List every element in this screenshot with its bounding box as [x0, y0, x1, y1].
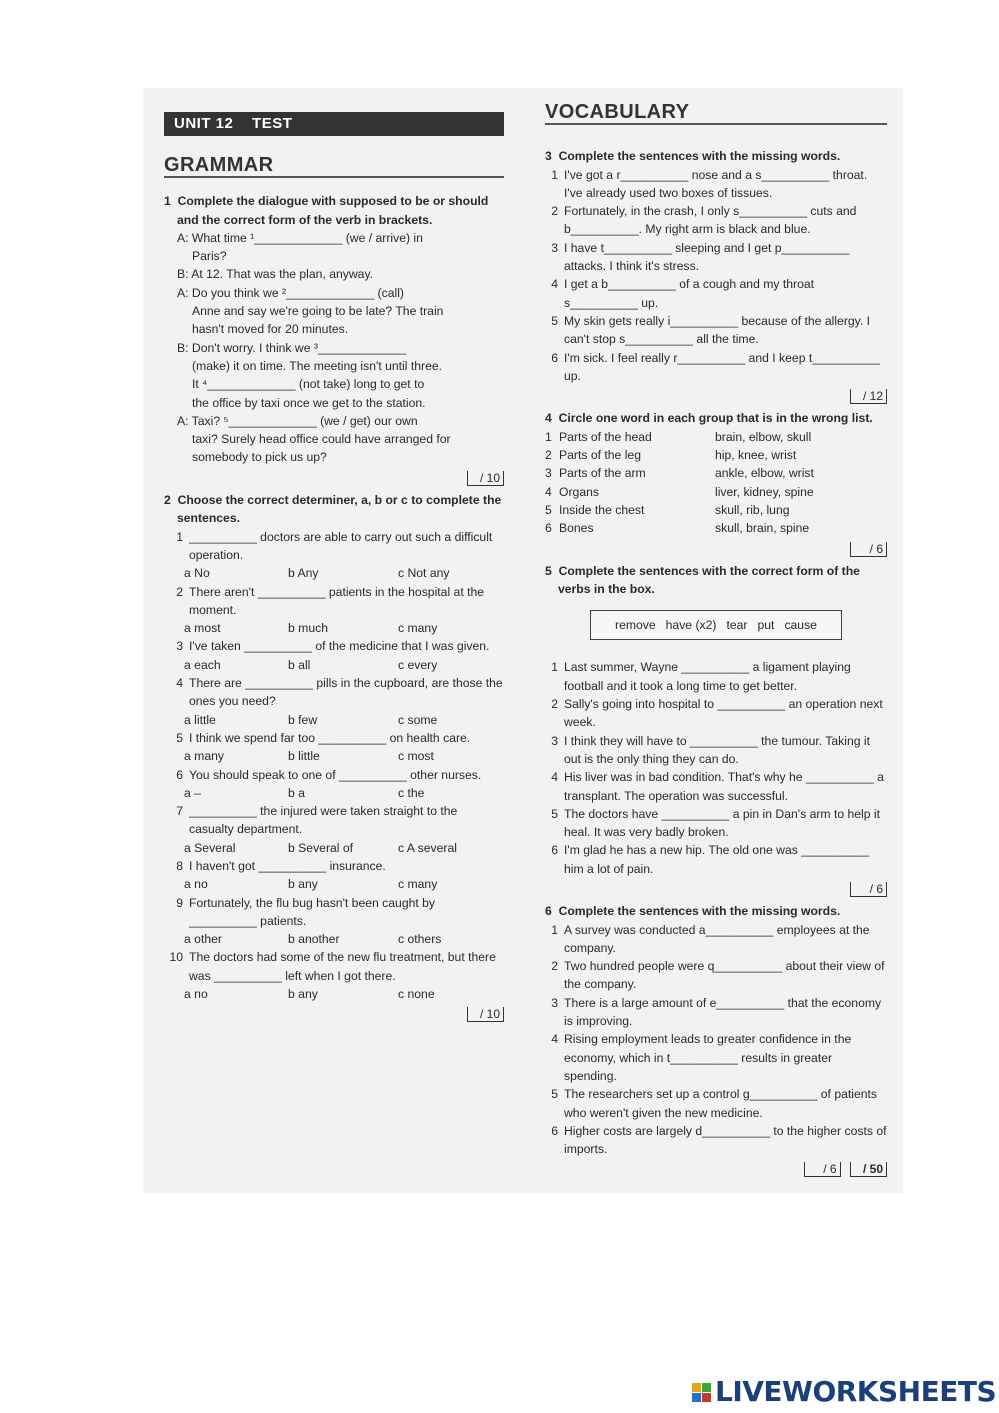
- item-number: 4: [551, 1032, 558, 1047]
- group-words: ankle, elbow, wrist: [715, 466, 814, 481]
- group-row: [545, 464, 887, 482]
- item-text: Fortunately, in the crash, I only s__________ cuts and b__________. My right arm is black and blue.: [564, 204, 857, 237]
- dialogue-line: B: Don't worry. I think we ³_____________: [177, 340, 407, 355]
- group-label: Bones: [559, 521, 594, 536]
- score-box: / 12: [545, 387, 887, 405]
- option-b: b much: [288, 621, 328, 636]
- question-item: [545, 841, 887, 878]
- option-c: c A several: [398, 840, 457, 855]
- group-row: [545, 519, 887, 537]
- option-a: a –: [184, 785, 201, 800]
- group-label: Organs: [559, 484, 599, 499]
- task-3: [545, 147, 887, 405]
- task-3-items: [545, 166, 887, 386]
- item-number: 3: [176, 639, 183, 654]
- option-b: b few: [288, 712, 318, 727]
- item-number: 10: [169, 950, 183, 965]
- answer-options: [164, 656, 504, 674]
- question-item: [545, 1122, 887, 1159]
- item-number: 5: [551, 1087, 558, 1102]
- question-item: [164, 729, 504, 747]
- item-text: Sally's going into hospital to __________ an operation next week.: [564, 697, 883, 730]
- question-item: [545, 202, 887, 239]
- item-text: There is a large amount of e__________ that the economy is improving.: [564, 995, 882, 1029]
- question-item: [164, 766, 504, 784]
- item-number: 5: [551, 806, 558, 821]
- option-c: c the: [398, 785, 425, 800]
- section-title-grammar: GRAMMAR: [164, 156, 504, 178]
- option-a: a other: [184, 932, 222, 947]
- option-a: a each: [184, 657, 221, 672]
- question-item: [545, 275, 887, 312]
- question-item: [164, 948, 504, 985]
- box-word: have (x2): [665, 618, 717, 633]
- item-number: 8: [176, 858, 183, 873]
- score-box: / 10: [164, 469, 504, 487]
- task-2-title: 2 Choose the correct determiner, a, b or c to complete the sentences.: [164, 493, 502, 526]
- item-text: __________ doctors are able to carry out such a difficult operation.: [189, 529, 493, 562]
- item-text: I've got a r__________ nose and a s__________ throat. I've already used two boxes of tissues.: [564, 167, 868, 200]
- option-b: b all: [288, 657, 311, 672]
- answer-options: [164, 784, 504, 802]
- test-label: TEST: [252, 115, 293, 132]
- group-row: [545, 428, 887, 446]
- question-item: [164, 528, 504, 565]
- option-c: c many: [398, 621, 438, 636]
- option-b: b Several of: [288, 840, 354, 855]
- item-text: His liver was in bad condition. That's why he __________ a transplant. The operation was successful.: [564, 770, 884, 803]
- item-text: I've taken __________ of the medicine that I was given.: [189, 639, 490, 654]
- task-2: [164, 491, 504, 1024]
- question-item: [164, 583, 504, 620]
- item-text: There are __________ pills in the cupboard, are those the ones you need?: [189, 676, 503, 709]
- option-b: b a: [288, 785, 305, 800]
- question-item: [164, 802, 504, 839]
- option-c: c many: [398, 877, 438, 892]
- item-text: Fortunately, the flu bug hasn't been caught by __________ patients.: [189, 895, 436, 928]
- item-text: Last summer, Wayne __________ a ligament playing football and it took a long time to get better.: [564, 660, 851, 693]
- unit-header: [164, 112, 504, 136]
- item-number: 2: [545, 448, 552, 463]
- dialogue-line: A: What time ¹_____________ (we / arrive) in: [177, 230, 423, 245]
- item-text: Two hundred people were q__________ about their view of the company.: [564, 959, 885, 992]
- option-b: b little: [288, 749, 320, 764]
- item-number: 1: [545, 429, 552, 444]
- option-a: a most: [184, 621, 221, 636]
- dialogue-line: taxi? Surely head office could have arranged for: [192, 432, 451, 447]
- score-box: / 6: [545, 540, 887, 558]
- question-item: [545, 732, 887, 769]
- item-number: 4: [551, 770, 558, 785]
- section-title-vocabulary: VOCABULARY: [545, 103, 887, 125]
- question-item: [545, 805, 887, 842]
- item-text: I have t__________ sleeping and I get p__________ attacks. I think it's stress.: [564, 240, 850, 274]
- item-text: Higher costs are largely d__________ to the higher costs of imports.: [564, 1123, 887, 1157]
- item-number: 6: [545, 521, 552, 536]
- item-text: I'm sick. I feel really r__________ and I keep t__________ up.: [564, 350, 881, 383]
- logo-icon: [692, 1383, 712, 1403]
- item-number: 2: [551, 204, 558, 219]
- dialogue: [164, 229, 504, 467]
- group-words: brain, elbow, skull: [715, 429, 812, 444]
- answer-options: [164, 564, 504, 582]
- item-number: 4: [176, 676, 183, 691]
- option-a: a no: [184, 987, 208, 1002]
- item-number: 3: [551, 240, 558, 255]
- dialogue-line: B: At 12. That was the plan, anyway.: [177, 267, 374, 282]
- task-6-title: 6 Complete the sentences with the missing words.: [545, 904, 841, 919]
- task-4-items: [545, 428, 887, 538]
- total-score-box: / 50: [850, 1162, 887, 1177]
- item-text: A survey was conducted a__________ employees at the company.: [564, 922, 870, 955]
- answer-options: [164, 985, 504, 1003]
- answer-options: [164, 619, 504, 637]
- item-number: 1: [551, 167, 558, 182]
- item-text: The doctors have __________ a pin in Dan's arm to help it heal. It was very badly broken.: [564, 806, 881, 840]
- box-word: put: [757, 618, 775, 633]
- question-item: [545, 1030, 887, 1085]
- item-number: 4: [545, 484, 552, 499]
- item-text: __________ the injured were taken straight to the casualty department.: [189, 804, 458, 837]
- item-text: My skin gets really i__________ because of the allergy. I can't stop s__________ all the time.: [564, 313, 870, 347]
- question-item: [164, 674, 504, 711]
- option-c: c most: [398, 749, 434, 764]
- option-c: c others: [398, 932, 442, 947]
- logo-text: LIVEWORKSHEETS: [715, 1375, 997, 1408]
- question-item: [545, 768, 887, 805]
- option-a: a little: [184, 712, 216, 727]
- task-3-title: 3 Complete the sentences with the missing words.: [545, 149, 841, 164]
- item-number: 9: [176, 895, 183, 910]
- option-c: c Not any: [398, 566, 450, 581]
- item-number: 3: [545, 466, 552, 481]
- dialogue-line: It ⁴_____________ (not take) long to get to: [192, 377, 425, 392]
- item-text: I think we spend far too __________ on health care.: [189, 730, 471, 745]
- dialogue-line: Anne and say we're going to be late? The train: [192, 304, 444, 319]
- task-1: [164, 192, 504, 487]
- answer-options: [164, 875, 504, 893]
- item-text: I think they will have to __________ the tumour. Taking it out is the only thing they can do.: [564, 733, 871, 766]
- task-2-items: [164, 528, 504, 1004]
- item-number: 5: [551, 313, 558, 328]
- option-a: a Several: [184, 840, 236, 855]
- question-item: [545, 994, 887, 1031]
- answer-options: [164, 747, 504, 765]
- option-a: a no: [184, 877, 208, 892]
- item-number: 6: [551, 1123, 558, 1138]
- item-number: 6: [551, 350, 558, 365]
- option-c: c none: [398, 987, 435, 1002]
- question-item: [545, 349, 887, 386]
- dialogue-line: somebody to pick us up?: [192, 450, 327, 465]
- item-number: 1: [176, 529, 183, 544]
- option-b: b Any: [288, 566, 319, 581]
- group-words: skull, brain, spine: [715, 521, 810, 536]
- score-box: / 6: [545, 880, 887, 898]
- box-word: cause: [784, 618, 817, 633]
- answer-options: [164, 711, 504, 729]
- item-number: 5: [545, 502, 552, 517]
- item-number: 3: [551, 995, 558, 1010]
- dialogue-line: A: Taxi? ⁵_____________ (we / get) our own: [177, 413, 418, 428]
- item-text: There aren't __________ patients in the hospital at the moment.: [189, 584, 485, 617]
- group-words: hip, knee, wrist: [715, 448, 797, 463]
- item-text: I haven't got __________ insurance.: [189, 858, 386, 873]
- score-box: / 6 / 50: [545, 1160, 887, 1178]
- group-row: [545, 446, 887, 464]
- box-word: tear: [726, 618, 748, 633]
- dialogue-line: hasn't moved for 20 minutes.: [192, 322, 349, 337]
- option-b: b any: [288, 877, 318, 892]
- task-6-items: [545, 921, 887, 1159]
- group-words: liver, kidney, spine: [715, 484, 814, 499]
- item-number: 6: [551, 843, 558, 858]
- task-5: [545, 562, 887, 898]
- task-4-title: 4 Circle one word in each group that is in the wrong list.: [545, 411, 873, 426]
- option-b: b another: [288, 932, 340, 947]
- group-label: Parts of the head: [559, 429, 652, 444]
- group-row: [545, 501, 887, 519]
- item-text: The doctors had some of the new flu treatment, but there was __________ left when I got there.: [189, 950, 496, 983]
- question-item: [545, 695, 887, 732]
- item-text: The researchers set up a control g__________ of patients who weren't given the new medicine.: [564, 1087, 878, 1120]
- question-item: [164, 637, 504, 655]
- unit-label: UNIT 12: [174, 115, 234, 132]
- item-text: You should speak to one of __________ other nurses.: [189, 767, 482, 782]
- item-number: 4: [551, 277, 558, 292]
- item-number: 6: [176, 767, 183, 782]
- answer-options: [164, 839, 504, 857]
- dialogue-line: Paris?: [192, 249, 227, 264]
- dialogue-line: (make) it on time. The meeting isn't until three.: [192, 358, 443, 373]
- dialogue-line: the office by taxi once we get to the station.: [192, 395, 426, 410]
- task-5-items: [545, 658, 887, 878]
- item-number: 5: [176, 730, 183, 745]
- item-number: 1: [551, 660, 558, 675]
- item-number: 2: [551, 697, 558, 712]
- task-6: [545, 902, 887, 1178]
- question-item: [545, 1085, 887, 1122]
- item-text: I'm glad he has a new hip. The old one was __________ him a lot of pain.: [564, 843, 869, 876]
- left-column: [164, 112, 504, 1028]
- liveworksheets-logo: [692, 1375, 996, 1408]
- option-a: a No: [184, 566, 210, 581]
- group-label: Parts of the leg: [559, 448, 641, 463]
- answer-options: [164, 930, 504, 948]
- word-box: [590, 610, 842, 640]
- question-item: [164, 894, 504, 931]
- question-item: [545, 312, 887, 349]
- right-column: [545, 103, 887, 1183]
- item-number: 3: [551, 733, 558, 748]
- task-4: [545, 409, 887, 557]
- group-label: Inside the chest: [559, 502, 645, 517]
- question-item: [545, 239, 887, 276]
- task-1-title: 1 Complete the dialogue with supposed to be or should and the correct form of the verb in brackets.: [164, 194, 489, 227]
- box-word: remove: [615, 618, 656, 633]
- item-number: 7: [176, 804, 183, 819]
- question-item: [545, 166, 887, 203]
- group-words: skull, rib, lung: [715, 502, 790, 517]
- question-item: [545, 658, 887, 695]
- item-number: 2: [176, 584, 183, 599]
- question-item: [545, 921, 887, 958]
- option-b: b any: [288, 987, 318, 1002]
- group-label: Parts of the arm: [559, 466, 646, 481]
- item-number: 2: [551, 959, 558, 974]
- question-item: [545, 957, 887, 994]
- option-c: c some: [398, 712, 438, 727]
- item-text: I get a b__________ of a cough and my throat s__________ up.: [564, 277, 815, 310]
- task-5-title: 5 Complete the sentences with the correct form of the verbs in the box.: [545, 563, 860, 597]
- option-a: a many: [184, 749, 224, 764]
- score-box: / 10: [164, 1005, 504, 1023]
- dialogue-line: A: Do you think we ²_____________ (call): [177, 285, 404, 300]
- group-row: [545, 483, 887, 501]
- item-text: Rising employment leads to greater confidence in the economy, which in t__________ results in greater spending.: [564, 1032, 852, 1083]
- question-item: [164, 857, 504, 875]
- option-c: c every: [398, 657, 438, 672]
- item-number: 1: [551, 922, 558, 937]
